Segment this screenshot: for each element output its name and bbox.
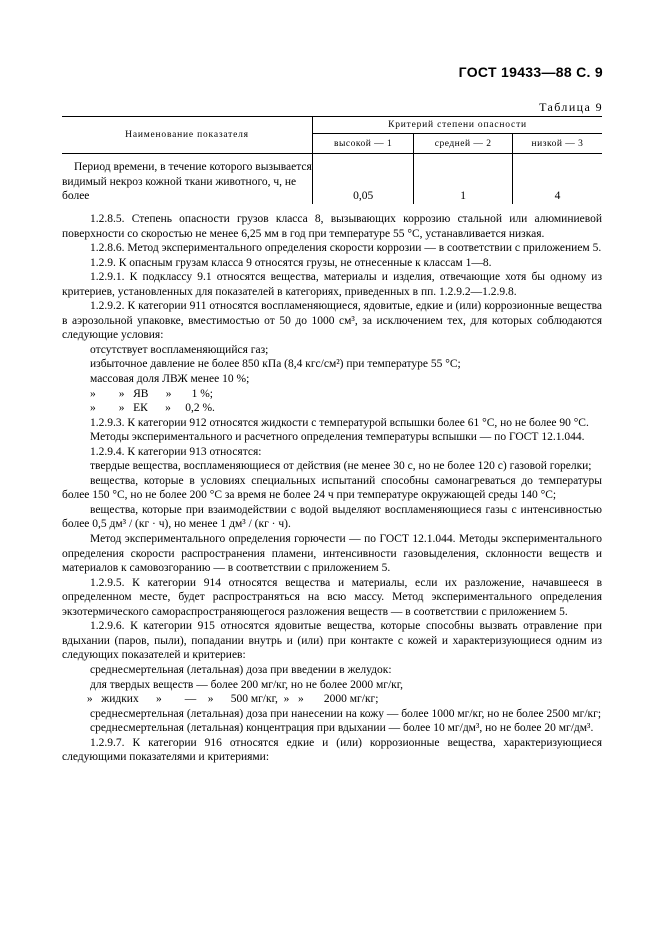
- paragraph: среднесмертельная (летальная) доза при введении в желудок:: [90, 663, 392, 676]
- paragraph: 1.2.9.6. К категории 915 относятся ядовитые вещества, которые способны вызвать отравление при вдыхании (паров, пыли), попадании внутрь и (или) при контакте с кожей и характеризующиеся одним из следующих показателей и критериев:: [62, 620, 602, 662]
- document-body: [62, 212, 602, 765]
- table-caption: Таблица 9: [539, 100, 603, 114]
- paragraph: массовая доля ЛВЖ менее 10 %;: [90, 373, 250, 386]
- paragraph: 1.2.9.4. К категории 913 относятся:: [90, 445, 262, 458]
- table-row: [62, 154, 602, 204]
- value-medium: 1: [414, 154, 513, 204]
- column-header-name: Наименование показателя: [62, 117, 313, 154]
- paragraph: 1.2.9.3. К категории 912 относятся жидкости с температурой вспышки более 61 °С, но не более 90 °С.: [90, 416, 589, 429]
- paragraph: избыточное давление не более 850 кПа (8,4 кгс/см²) при температуре 55 °С;: [90, 358, 461, 371]
- paragraph: среднесмертельная (летальная) концентрация при вдыхании — более 10 мг/дм³, но не более 20 мг/дм³.: [90, 722, 594, 735]
- value-low: 4: [554, 189, 561, 202]
- row-name-line: более: [62, 190, 90, 202]
- paragraph: 1.2.9.2. К категории 911 относятся воспламеняющиеся, ядовитые, едкие и (или) коррозионные вещества в аэрозольной упаковке, вместимостью от 50 до 1000 см³, за исключением тех, для которых соблюдаются следующие условия:: [62, 300, 602, 342]
- paragraph: 1.2.9.1. К подклассу 9.1 относятся вещества, материалы и изделия, отвечающие хотя бы одному из критериев, установленных для показателей в категориях, приведенных в пп. 1.2.9.2—1.2.9.8.: [62, 271, 602, 298]
- hazard-criteria-table: [62, 116, 602, 204]
- paragraph: вещества, которые при взаимодействии с водой выделяют воспламеняющиеся газы с интенсивностью более 0,5 дм³ / (кг · ч), но менее 1 дм³ / (кг · ч).: [62, 503, 602, 531]
- level-header-low: низкой — 3: [513, 134, 603, 154]
- paragraph: 1.2.9.5. К категории 914 относятся вещества и материалы, если их разложение, начавшееся в определенном месте, будет распространяться на всю массу. Метод экспериментального определения экзотермического самораспространяющегося разложения веществ — в соответствии с приложением 5.: [62, 576, 602, 618]
- paragraph: твердые вещества, воспламеняющиеся от действия (не менее 30 с, но не более 120 с) газовой горелки;: [90, 460, 592, 473]
- paragraph: вещества, которые в условиях специальных испытаний способны самонагреваться до температуры более 150 °С, но не более 200 °С за время не более 24 ч при температуре окружающей среды 140 °С;: [62, 474, 602, 502]
- paragraph: для твердых веществ — более 200 мг/кг, но не более 2000 мг/кг,: [90, 678, 404, 691]
- column-header-criteria: Критерий степени опасности: [313, 117, 603, 134]
- paragraph: » жидких » — » 500 мг/кг, » » 2000 мг/кг;: [84, 693, 379, 706]
- paragraph: 1.2.9. К опасным грузам класса 9 относятся грузы, не отнесенные к классам 1—8.: [90, 256, 492, 269]
- row-name-line: Период времени, в течение которого вызывается: [74, 161, 312, 173]
- paragraph: 1.2.9.7. К категории 916 относятся едкие и (или) коррозионные вещества, характеризующиеся следующими показателями и критериями:: [62, 736, 602, 764]
- level-header-high: высокой — 1: [313, 134, 414, 154]
- value-high: 0,05: [353, 189, 374, 202]
- paragraph: среднесмертельная (летальная) доза при нанесении на кожу — более 1000 мг/кг, но не более 2500 мг/кг;: [90, 707, 602, 720]
- row-name-line: видимый некроз кожной ткани животного, ч, не: [62, 175, 297, 188]
- paragraph: » » ЯВ » 1 %;: [90, 387, 213, 400]
- paragraph: » » ЕК » 0,2 %.: [90, 402, 215, 415]
- paragraph: Метод экспериментального определения горючести — по ГОСТ 12.1.044. Методы экспериментального определения скорости распространения пламени, интенсивности газовыделения, склонности веществ и материалов к самовозгоранию — в соответствии с приложением 5.: [62, 533, 602, 575]
- row-name-cell: [62, 154, 313, 204]
- paragraph: 1.2.8.5. Степень опасности грузов класса 8, вызывающих коррозию стальной или алюминиевой поверхности со скоростью не менее 6,25 мм в год при температуре 55 °С, устанавливается низкая.: [62, 213, 602, 240]
- level-header-medium: средней — 2: [414, 134, 513, 154]
- page-header: ГОСТ 19433—88 С. 9: [458, 64, 603, 80]
- paragraph: 1.2.8.6. Метод экспериментального определения скорости коррозии — в соответствии с приложением 5.: [90, 242, 602, 255]
- paragraph: Методы экспериментального и расчетного определения температуры вспышки — по ГОСТ 12.1.044.: [90, 431, 585, 444]
- paragraph: отсутствует воспламеняющийся газ;: [90, 343, 269, 356]
